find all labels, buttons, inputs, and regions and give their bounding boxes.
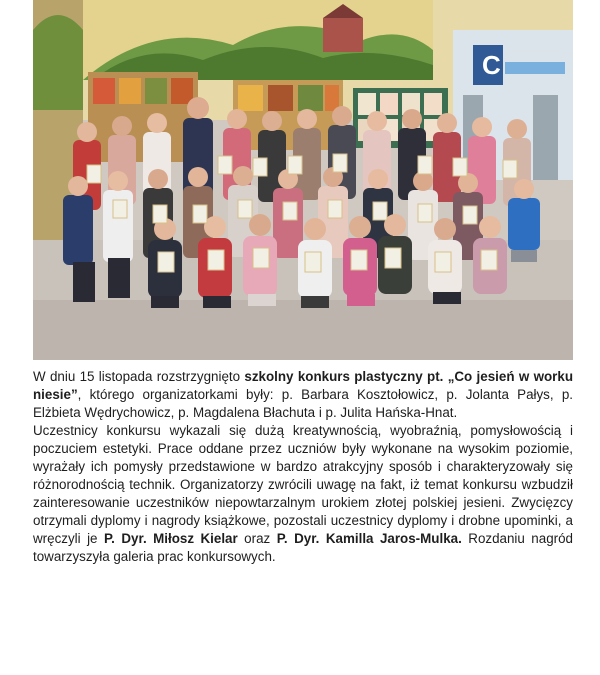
paragraph-1 [33,368,573,422]
p2-body: Uczestnicy konkursu wykazali się dużą kreatywnością, wyobraźnią, pomysłowością i poczuciem estetyki. Prace oddane przez uczniów były wykonane na wysokim poziomie, wyrażały ich pomysły przedstawione w bardzo atrakcyjny sposób i charakteryzowały się różnorodnością technik. Organizatorzy zwrócili uwagę na fakt, iż temat konkursu wzbudził zainteresowanie uczestników niepowtarzalnym urokiem złotej polskiej jesieni. Zwycięzcy otrzymali dyplomy i nagrody książkowe, pozostali uczestnicy dyplomy i drobne upominki, a wręczyli je [33,423,573,546]
p2-closing: Rozdaniu nagród towarzyszyła galeria prac konkursowych. [33,531,574,564]
p2-conjunction: oraz [237,531,277,546]
door-sign-letter: C [482,50,501,80]
article-text [33,368,573,566]
p2-director-2: P. Dyr. Kamilla Jaros-Mulka. [276,531,462,546]
p1-organizers: , którego organizatorkami były: p. Barbara Kosztołowicz, p. Jolanta Pałys, p. Elżbieta Wędrychowicz, p. Magdalena Błachuta i p. Julita Hańska-Hnat. [33,387,573,420]
paragraph-2 [33,422,573,566]
group-photo [33,0,573,360]
p1-contest-title: szkolny konkurs plastyczny pt. „Co jesień w worku niesie” [33,369,574,402]
p2-director-1: P. Dyr. Miłosz Kielar [103,531,238,546]
p1-intro: W dniu 15 listopada rozstrzygnięto [33,369,245,384]
group-photo-illustration [33,0,573,360]
